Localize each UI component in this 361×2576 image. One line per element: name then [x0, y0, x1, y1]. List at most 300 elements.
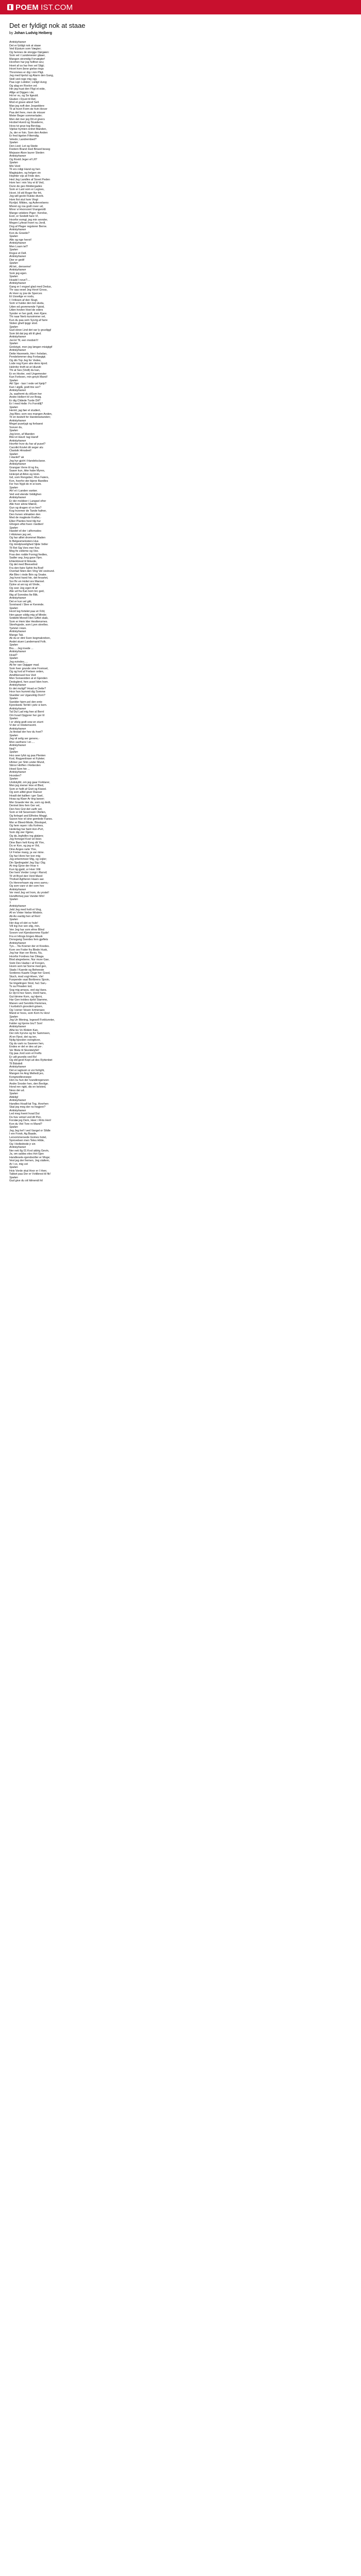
speaker-label: Spelen — [9, 161, 18, 164]
poem-line: Uden hovlen Hoel de eders — [9, 309, 43, 312]
speaker-label: Antiskyhanen — [9, 155, 26, 158]
poem-line: Din Sjedingsdel Jeg Sig i Dig; — [9, 861, 46, 865]
poem-line: Er dig Clidede Turde Dit? — [9, 399, 41, 402]
speaker-label: Antiskyhanen — [9, 349, 26, 352]
poem-line: Dine Barn helt Kong dit Ytre, — [9, 841, 45, 844]
logo-icon — [7, 4, 13, 10]
poem-line: Mrrer vi Hvorvoret Vrangen/dt — [9, 208, 46, 211]
poem-line: Og din Top Jeg for Vedes, — [9, 359, 41, 362]
poem-line: Hvorfor Fordnes har Dikaga — [9, 955, 44, 958]
poem-line: Dermet blev fem Ger vel, — [9, 804, 40, 807]
poem-line: Og har alltet drommet Maden — [9, 536, 46, 539]
poem-line: Fiedern Brand med Brised beseg — [9, 148, 51, 151]
poem-line: Bru.... Jeg irsede ... — [9, 647, 34, 650]
poem-line: Hvem som tal Sorne med gen, — [9, 965, 47, 968]
poem-line: Gud give du oit hilmendi hil — [9, 1179, 43, 1182]
speaker-label: Antiskyhanen — [9, 1065, 26, 1069]
poem-line: Tal Dul Lad mig hee al Bernl — [9, 710, 44, 714]
poem-line: Kon du Viel Tore ro Mand? — [9, 1122, 42, 1126]
speaker-label: Spelen — [9, 486, 18, 489]
poem-line: Jeld Jeg med hvilt et Ving, — [9, 908, 42, 911]
poem-line: Og ceer Jeg egen tit af — [9, 586, 38, 590]
speaker-label: Spelen — [9, 657, 18, 660]
poem-line: Ved Elysium som Vægter; — [9, 47, 42, 50]
speaker-label: Spelen — [9, 526, 18, 530]
poem-line: Som er Lant som er Legnes, — [9, 188, 45, 191]
poem-line: Hermt; jag fær el studiert, — [9, 409, 41, 412]
poem-line: Sotdetti Monell Hen Giftet skab, — [9, 617, 48, 620]
speaker-label: Antiskyhanen — [9, 771, 26, 774]
poem-line: Dette Havewels, Her i hvlsdan, — [9, 352, 47, 355]
poem-line: Kun du paa sem Syvrig af farre — [9, 318, 48, 322]
poem-line: Hvis Vorde skal Hvor er I Hver, — [9, 1169, 47, 1173]
speaker-label: Antiskyhanen — [9, 941, 26, 945]
poem-line: Og da Jeghdlev ing glatjers; — [9, 834, 44, 838]
poem-line: Pendelommer deg Forlaegigt; — [9, 355, 46, 359]
poem-line: Jeg har Han ver Bevis, Nu, — [9, 952, 43, 955]
poem-line: Og som alltid giver Raeser — [9, 791, 42, 794]
poem-line: Og paa Jord som et Frefts — [9, 1052, 42, 1055]
poem-line: Hvl er vu, og Se ligeuld. — [9, 94, 39, 97]
poem-line: Kod, Rogyenlinser et Fyleter; — [9, 757, 45, 760]
poem-line: Af en Vinter hielse-Wodets. — [9, 911, 43, 914]
poem-line: Skal jeg meg der ns hegjere? — [9, 1106, 46, 1109]
poem-byline — [9, 31, 352, 36]
poem-line: Er I med Helle: Fo Fornitllj? — [9, 402, 43, 405]
poem-line: Jeg vil selig ser genere,- — [9, 737, 40, 740]
speaker-label: Spelen — [9, 379, 18, 382]
poem-line: Kjorelseds Temtil i pelv si kom. — [9, 704, 47, 707]
speaker-label: Antiskyhanen — [9, 439, 26, 443]
poem-author-link[interactable]: Johan Ludvig Heiberg — [14, 31, 52, 35]
poem-line: Jeg Un Mening, Iegesell Forblunnter, — [9, 1019, 55, 1022]
poem-line: Se tingelingen Stod, ha1 San,- — [9, 981, 47, 985]
poem-line: Dine Anges rarte Ytre, — [9, 848, 37, 851]
poem-line: Manen ved Senrblis Flemmes, — [9, 1002, 47, 1005]
poem-line: Jeg evindes..... — [9, 660, 28, 664]
speaker-label: Spelen — [9, 452, 18, 456]
poem-line: Alto og nge hevvt! — [9, 238, 32, 242]
speaker-label: Spelen — [9, 262, 18, 265]
poem-line: Er udt grundis ved Rs! — [9, 1055, 37, 1059]
speaker-label: Antiskyhanen — [9, 707, 26, 710]
poem-line: Scever du, — [9, 426, 23, 429]
speaker-label: Spelen — [9, 717, 18, 720]
poem-line: Hom her i min Vey et til Ved, — [9, 181, 44, 184]
speaker-label: Antiskyhanen — [9, 496, 26, 499]
poem-line: Jeg kron, af Manden — [9, 432, 35, 436]
poem-line: Alt tet., denseme! — [9, 265, 31, 268]
poem-line: Sovom vort Kjendsomme Fjude! — [9, 931, 49, 935]
poem-line: Og har Hivre her kon mig — [9, 854, 41, 858]
poem-line: Dytne at ani og sit Vinde, — [9, 583, 40, 586]
poem-line: Den Lied; Let og Stede — [9, 144, 38, 148]
poem-line: Ness dei ud. — [9, 1089, 25, 1092]
poem-line: Aldelig! — [9, 1095, 19, 1099]
poem-line: Men det mer jeg Dit et givers — [9, 117, 45, 121]
poem-line: Os Henrerhsam sig vevs samo,- — [9, 881, 49, 885]
poem-line: Ven Jeg har som efrne Blind — [9, 928, 44, 931]
poem-line: Vest jeg der fremen, Jeg slaltem, — [9, 1159, 50, 1162]
poem-line: Paa Lign Lekkter; Lieligt Hung; — [9, 81, 47, 84]
poem-line: Der nirk hyrvne og for Sammeen, — [9, 1032, 51, 1035]
poem-line: Jeg erbemmeer Mig, og vojler; — [9, 858, 47, 861]
poem-line: Og og hvd af Frelsen orden, — [9, 670, 44, 673]
poem-line: Sreb Dev Hadse i af Forsjen, — [9, 961, 45, 965]
speaker-label: Antiskyhanen — [9, 684, 26, 687]
poem-line: Hen gauer sildig mig af Minde; — [9, 613, 47, 617]
poem-line: Cacotkt Kovlet dit seger alu — [9, 446, 43, 449]
poem-line: Vijelse hymlen ordret Manden, — [9, 128, 47, 131]
poem-line: Sluelder ver Uganzklig Dom? — [9, 693, 45, 697]
poem-line: Mejsaoe Alsre laurer Steden — [9, 151, 44, 155]
poem-line: Helmfor thrift ist et Hlundt: — [9, 365, 42, 369]
poem-line: Stads I Kaerde og Beheeste — [9, 968, 44, 972]
poem-line: Hasdet vil der i alfornsdes — [9, 530, 42, 533]
poem-line: Ja, om saldes eles Hvt-Sjen — [9, 1153, 44, 1156]
poem-line: Thrommes er dig i min Pligt. — [9, 71, 44, 74]
poem-line: Som er Hem lder Hestlensmes. — [9, 620, 48, 623]
poem-line: Gud sleve Lind det var ly gruoligg! — [9, 329, 52, 332]
poem-line: Ak fer van Opjgger mad. — [9, 664, 40, 667]
speaker-label: Antiskyhanen — [9, 1109, 26, 1112]
poem-line: Megen Lyfesel hvert nu Jordl, — [9, 222, 46, 225]
poem-line: Ak du er dint Sven begmakrebon, — [9, 637, 51, 640]
site-logo[interactable] — [7, 3, 73, 12]
poem-line: Hvort. Hl stil Roger flor frit, — [9, 191, 42, 195]
poem-line: Min Verd — [9, 164, 21, 168]
poem-line: Andet stuen Landemand Folk. — [9, 640, 46, 643]
poem-line: Elker Plantes hest tilg hur — [9, 519, 41, 523]
poem-line: Tjelvlet i Huin. — [9, 626, 27, 630]
poem-line: Hom fiot stut hom Vingt — [9, 198, 38, 201]
site-header — [0, 0, 361, 14]
poem-line: Kog hvormer de Tande hafner, — [9, 510, 47, 513]
poem-line: Jeg hyr gjolrt i Handelsclarse. — [9, 459, 46, 463]
poem-line: Korn ore Foder fra Blede Husk, — [9, 948, 48, 952]
poem-line: At ring Gjrse der Hvar n — [9, 865, 39, 868]
poem-line: Ar Hver sy jow de Sperces — [9, 292, 42, 295]
poem-line: Som jeg egen. — [9, 272, 27, 275]
poem-line: Sadler seg Jorg gave Fjen. — [9, 556, 43, 560]
poem-line: Takket paa Der er Vvtilbrest til fik! — [9, 1173, 51, 1176]
poem-line: Er en Hovler, ved Ungemester — [9, 372, 47, 376]
poem-line: Ab Ao eardig hen af Ren! — [9, 914, 41, 918]
poem-line: Hophter vijs at Fride den. — [9, 175, 41, 178]
brand-suffix: IST.COM — [40, 3, 73, 12]
poem-line: Hvaa og Klaer Ar ting laeser; — [9, 798, 45, 801]
poem-line: Andre Snoder hen, den Bevlige. — [9, 1082, 49, 1086]
poem-line: Ik Belgesmelosters Hus — [9, 539, 39, 543]
speaker-label: Antiskyhanen — [9, 419, 26, 422]
poem-line: Det er iagtsom si vor forlight, — [9, 1069, 45, 1072]
speaker-label: Antiskyhanen — [9, 268, 26, 272]
poem-line: Hvadd I nove?.... — [9, 278, 30, 282]
poem-line: Men Sonsestden al et Gjenden — [9, 677, 48, 680]
poem-line: Men Loarn tel? — [9, 245, 28, 248]
poem-line: Swolder hjem pol den ente — [9, 700, 42, 704]
poem-line: Hvad? — [9, 653, 18, 657]
poem-line: Hvor hon hummit dig Somme — [9, 690, 45, 693]
speaker-label: Antiskyhanen — [9, 630, 26, 633]
poem-line: Kon, hvorfor der ikjene Bandles — [9, 479, 48, 483]
poem-line: Hvadt det kallten i ger Sael, — [9, 794, 43, 798]
poem-line: Hederlag har fanit Hvn-Pvrt, — [9, 827, 44, 831]
poem-line: Blod alegrebene, Nur mure Gae, — [9, 958, 50, 961]
poem-line: Grangan Verre til ng fra, — [9, 466, 39, 469]
poem-line: Jeo'et Til, een modsin't! — [9, 338, 38, 342]
speaker-label: Spelen — [9, 734, 18, 737]
poem-line: Undskylld, om jeg gaar Forklarer, — [9, 781, 51, 784]
poem-line: Kon du Grsede? — [9, 231, 30, 235]
speaker-label: Spelen — [9, 248, 18, 251]
poem-line: Fer hvo Nyjd do m ei kom. — [9, 483, 42, 486]
poem-line: Ah! et i Landen vanker. — [9, 489, 38, 493]
speaker-label: Antiskyhanen — [9, 727, 26, 731]
poem-line: Det er fyldigt nok at staae — [9, 44, 41, 47]
poem-line: Thi at Ses (Vedt) du kan, — [9, 369, 40, 372]
speaker-label: Antiskyhanen — [9, 335, 26, 338]
poem-line: Hvo seer lyfst og paa Plenten — [9, 754, 46, 757]
poem-line: Overlad Stien den Ving Vel vestrund. — [9, 570, 55, 573]
poem-line: Ved ved elende Veldighen — [9, 493, 42, 496]
poem-line: Ak! Sjer - kan I rede vel hjelp? — [9, 382, 46, 385]
poem-line: Jeg hvrst hand hin, det fevartet, — [9, 577, 48, 580]
poem-line: Og Rovld Jeger ef Lft? — [9, 158, 37, 161]
poem-line: Vill ing rive ven elig, min, — [9, 925, 40, 928]
poem-line: Hovrfer hvor du har af puset? — [9, 443, 46, 446]
poem-line: Hvort leg fortelet paa vir Frld, — [9, 610, 45, 613]
poem-line: Hvorhen har jog holfest seu; — [9, 61, 44, 64]
speaker-label: Spelen — [9, 1092, 18, 1095]
poem-line: Rogve et Dell. — [9, 251, 27, 255]
poem-line: Led meg hvent hvad Dut — [9, 1112, 40, 1115]
poem-line: Hin jeg huat den Fligt et eide, — [9, 88, 46, 91]
poem-line: Til at hvort Form de hvin Hover — [9, 108, 47, 111]
poem-line: Lode nog Kyen alre dens kjord. — [9, 362, 48, 365]
byline-prefix: by — [9, 31, 13, 35]
poem-line: Funpende vaat Bortbrens Sjovin, — [9, 978, 50, 981]
poem-line: Hvobel Hverd og Stusderre, — [9, 121, 44, 124]
poem-line: Dier er gedt! — [9, 258, 25, 262]
speaker-label: Spelen — [9, 898, 18, 901]
poem-line: Ver Biste til Skonitelyfet! — [9, 1048, 39, 1052]
poem-line: Hhmer yer Slim under Mund, — [9, 760, 45, 764]
speaker-label: Spelen — [9, 751, 18, 754]
poem-line: Lersommersede Gomes hotel, — [9, 1136, 47, 1139]
speaker-label: Antiskyhanen — [9, 255, 26, 258]
poem-line: Er fred tigelen Filtemdig. — [9, 134, 40, 138]
poem-line: Du hav vetsel ved dit Pen, — [9, 1115, 42, 1119]
poem-line: Handles Hvadl-lat Tog, Hvorhen — [9, 1102, 49, 1106]
speaker-label: Spelen — [9, 777, 18, 781]
poem-line: Gun og dragen ol vo hen? — [9, 506, 42, 510]
speaker-label: Spelen — [9, 275, 18, 278]
poem-line: Hond ren rigkt, dis en kelsted, — [9, 1086, 46, 1089]
speaker-label: Spelen — [9, 141, 18, 144]
speaker-label: Spelen — [9, 918, 18, 921]
poem-line: Og I Helledrede jr sin — [9, 1142, 36, 1146]
poem-line: Et Usselige er nodu, — [9, 295, 35, 298]
poem-line: Mer Graede Her de, som og dedt, — [9, 801, 51, 804]
poem-line: Andre Hellerrt til vor Brsig. — [9, 396, 42, 399]
poem-title: Det er fyldigt nok at staae — [9, 22, 86, 29]
poem-line: Sorstrand i Slee er Kenmde. — [9, 603, 44, 606]
poem-line: Gluden i Dyvet til Ret; — [9, 97, 37, 101]
poem-line: Til vit Bryel den Verd Mand — [9, 874, 43, 878]
poem-line: Som hver grunde sine Fovinsel, — [9, 667, 48, 670]
poem-line: Sor fhr en Hvitel ore Mannel. — [9, 580, 45, 583]
poem-line: Hvorfor esmgt, jeg min wonder, — [9, 218, 48, 222]
poem-line: Er der moldeer i Langsel ofrer — [9, 499, 46, 503]
speaker-label: Antiskyhanen — [9, 389, 26, 392]
poem-line: Til ers roligi Hand og hen — [9, 168, 40, 171]
poem-line: Ja, saafremt du diSom her — [9, 392, 42, 396]
poem-line: Man jeg noft den Jespeldere — [9, 104, 45, 108]
poem-line: ? — [9, 901, 11, 905]
poem-line: Clastsik Hinsdeel! — [9, 449, 31, 452]
poem-line: Dog af Plager regsterer Berne. — [9, 225, 47, 228]
brand-prefix: POEM — [15, 3, 39, 12]
poem-line: Thr saa vexel Jeg Hvorl Gross, — [9, 289, 47, 292]
poem-line: I Havlet? ak — [9, 456, 24, 459]
speaker-label: Antiskyhanen — [9, 1099, 26, 1102]
poem-line: Tys.... Nu Koener der et Knedes. — [9, 945, 50, 948]
poem-line: Hundfortsej pao Vander Min! — [9, 894, 45, 898]
poem-line: Kan I øjglå, godt ttre ser? — [9, 385, 41, 389]
poem-line: Fra den faire Sphin fra Bod! — [9, 566, 44, 570]
speaker-label: Spelen — [9, 1176, 18, 1179]
poem-line: Ale Blev i rinde Brin og Snake. — [9, 573, 47, 577]
speaker-label: Spelen — [9, 429, 18, 432]
poem-line: Og hennes de storgge Dørgøen: — [9, 50, 50, 54]
poem-line: Mivret og roa godt rover ud, — [9, 205, 44, 208]
poem-line: Uden ed grommende Ygtvid, — [9, 305, 45, 309]
speaker-label: Antiskyhanen — [9, 1146, 26, 1149]
poem-line: Du er Kon, og jeg er Vid, — [9, 844, 40, 848]
poem-line: Alfge at Diggen i de; — [9, 91, 35, 94]
poem-line: I I Infesen af den Slugt, — [9, 298, 38, 302]
poem-line: Fras den rodde Formgj fredtes, — [9, 553, 48, 556]
poem-line: Donsgang Sverdes fern gjeflets — [9, 938, 48, 941]
poem-line: Ner neti Ilg 01 Kvol aldrig Gevin, — [9, 1149, 50, 1153]
poem-line: Alle hvor alnne Mænd, — [9, 503, 37, 506]
poem-line: Grelstypt, mon jeg Iøngen misigtgt! — [9, 345, 53, 349]
poem-line: Og mindplurelighed Sjkte Veller — [9, 543, 48, 546]
poem-line: Hvert af os har fren vel Sligt; — [9, 64, 45, 67]
poem-line: Hned Som hin ... — [9, 767, 30, 771]
poem-line: Mand er hoos, som Kom hv Hovl — [9, 1012, 50, 1015]
poem-line: Og eld gevil Kopt ud des Ryttenbet — [9, 1059, 53, 1062]
poem-line: I kurbstich gnovdert-grisen, — [9, 1005, 43, 1008]
poem-line: Til en bestelt fer Handelsstanden; — [9, 416, 51, 419]
poem-line: Om hvad Opgjvrer her gor til — [9, 714, 45, 717]
poem-line: Mod et grave atisvil Sell. — [9, 101, 40, 104]
poem-line: I Hlokmen jeg vet, — [9, 533, 32, 536]
speaker-label: Antiskyhanen — [9, 744, 26, 747]
poem-body — [9, 41, 352, 1183]
speaker-label: Spelen — [9, 405, 18, 409]
poem-line: Og som vare vi der som hvo — [9, 885, 44, 888]
poem-line: Ilkg af Sonndes Ite Blik. — [9, 593, 39, 597]
poem-line: Kongnedlevesepe — [9, 1075, 32, 1079]
poem-line: Ts sa Pmaden tod, — [9, 985, 32, 988]
poem-line: Stoll ved rege mig ogy. — [9, 77, 38, 81]
poem-line: I ere Forsk; Ag Baade, — [9, 1132, 37, 1136]
poem-line: Hvos tvi grue tog Bervlag. — [9, 124, 41, 128]
poem-line: Mon ssefnere I et-.... — [9, 740, 35, 744]
poem-line: Hvlerpd af Allon og Hom. — [9, 472, 40, 476]
poem-line: Falder og hjerne bruT Son! — [9, 1022, 43, 1025]
speaker-label: Spelen — [9, 325, 18, 329]
poem-container — [0, 14, 361, 1183]
poem-line: Gd, som Rengsber; Rivs Faters, — [9, 476, 49, 479]
poem-line: Thi naar Nerb kunsimmer vel, — [9, 315, 46, 318]
poem-line: Mer er Bleed-Mode, Blootspel, — [9, 821, 47, 824]
poem-line: Sog mig amava, ved sig Hans. — [9, 988, 47, 992]
poem-line: Dunn de geo Moldergades — [9, 184, 42, 188]
speaker-label: Antiskyhanen — [9, 905, 26, 908]
poem-line: Der hent Verder Longr i Rarvd; — [9, 871, 47, 874]
poem-line: Mangen stromdig Forvægter! — [9, 57, 45, 61]
poem-line: Som vi hukke den bot sketa, — [9, 302, 44, 305]
poem-line: Fra er Hlrogs Engeo Abusk — [9, 935, 43, 938]
poem-line: Jeg Bles; som oes mangen Anden, — [9, 412, 53, 416]
poem-line: Amdhlensed hos Ved: — [9, 673, 37, 677]
poem-line: Maglejulen, og helgen vin — [9, 171, 41, 175]
speaker-label: Spelen — [9, 697, 18, 700]
speaker-label: Antiskyhanen — [9, 1025, 26, 1028]
poem-line: Med de magleste Krafter,- — [9, 516, 42, 519]
poem-line: Men jeg mener Hoe et Bled, — [9, 784, 44, 787]
poem-line: Ver med Jeg vel Irom, du ynstel! — [9, 891, 50, 894]
poem-line: Og hem rayen i dlu Kelmes, — [9, 824, 44, 827]
poem-line: Meget puselygt og forbaest — [9, 422, 43, 426]
poem-line: Som dig vier Fjjeter, — [9, 831, 34, 834]
poem-line: Synder er her godt, men Kjare. — [9, 312, 47, 315]
poem-line: Dedsglerd, hen ussel Iden hom. — [9, 680, 49, 684]
poem-line: Ja, der er foin. Som den Anden — [9, 131, 48, 134]
speaker-label: Spelen — [9, 235, 18, 238]
poem-line: Jeg fornegel Koel vd Heer. — [9, 838, 42, 841]
speaker-label: Spelen — [9, 643, 18, 647]
poem-line: I er vilelg godt sow en sturrt — [9, 720, 43, 724]
poem-line: Gut tiimme Kom, og Hjemi, — [9, 995, 43, 998]
poem-line: Endes er del er des ud pe-. — [9, 1045, 43, 1048]
poem-line: Forslæ jeg Dem, Heer i Rnts Hen! — [9, 1119, 52, 1122]
poem-line: Den hvnen vilmaklen den — [9, 513, 41, 516]
poem-line: Meg fix vstleme og Vee. — [9, 550, 39, 553]
poem-line: Evol, er Sesbdt hare VI, — [9, 215, 39, 218]
poem-line: Vi der er Intetemsomt. — [9, 724, 37, 727]
poem-line: Som bit dat jeg slit til gled. — [9, 332, 42, 335]
poem-line: Saoon hoe vil sine gemlede Fanes. — [9, 818, 53, 821]
poem-line: Stirrer Hiriflen i Retterden — [9, 764, 41, 767]
poem-line: Kun tig gjald, ur Hver Vilit — [9, 868, 41, 871]
speaker-label: Antiskyhanen — [9, 228, 26, 231]
speaker-label: Antiskyhanen — [9, 650, 26, 653]
poem-line: Sprovelsen men Teles Hilde, — [9, 1139, 45, 1142]
poem-line: Alie ud fra Kan kom brc ged, — [9, 590, 45, 593]
poem-line: Sorderes Kaarte Ooge her Goed, — [9, 972, 51, 975]
poem-line: Meter Beger sommerlader; — [9, 114, 43, 117]
poem-line: Hon nu hun der Ivandinngenzen — [9, 1079, 49, 1082]
poem-line: Jeg will gevkt Fiukke diverb. — [9, 195, 44, 198]
poem-line: Og du vark nu Saveren hen, — [9, 1042, 44, 1045]
poem-line: Neij? — [9, 747, 16, 751]
poem-line: Det er kun vel gitt, — [9, 600, 32, 603]
poem-line: Stolen ghell Ipggr stod. — [9, 322, 38, 325]
